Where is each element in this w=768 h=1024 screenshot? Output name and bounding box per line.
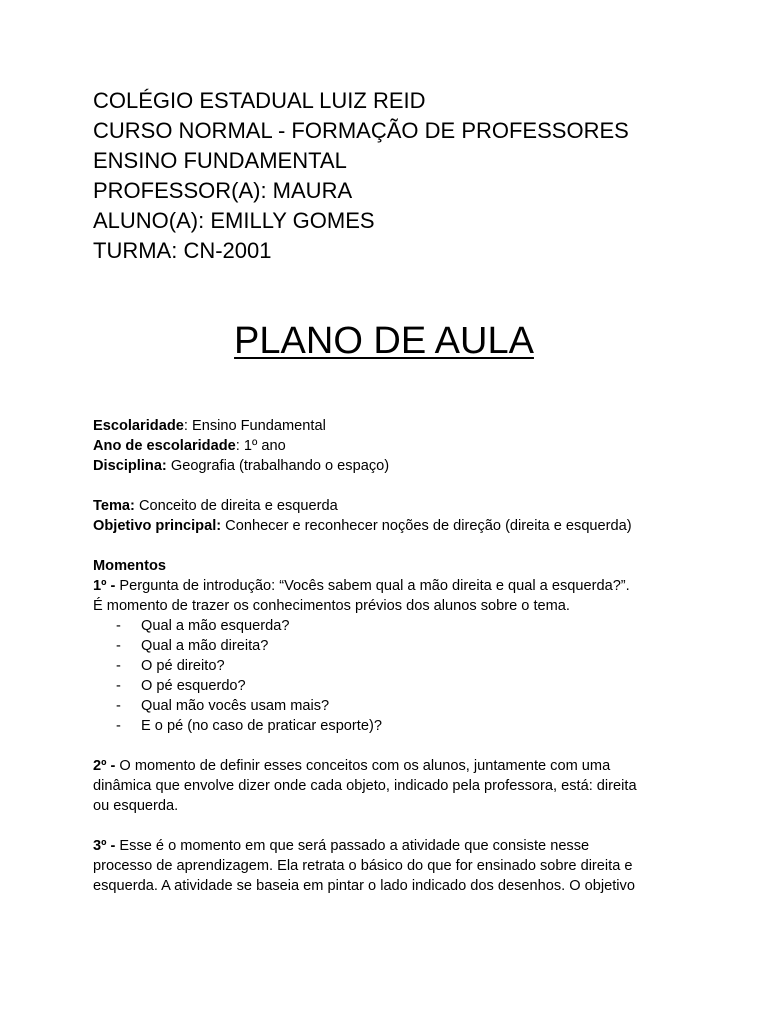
info-ano-label: Ano de escolaridade [93,438,236,454]
list-item-text: Qual mão vocês usam mais? [141,698,330,714]
moment-1-line-1 [93,576,678,596]
bullet-dash: - [116,618,121,634]
list-item-text: Qual a mão direita? [141,638,269,654]
moment-2-text: O momento de definir esses conceitos com os alunos, juntamente com uma [115,758,611,774]
bullet-dash: - [116,718,121,734]
info-objetivo-value: Conhecer e reconhecer noções de direção (direita e esquerda) [221,518,632,534]
list-item-text: O pé direito? [141,658,225,674]
list-item-text: Qual a mão esquerda? [141,618,290,634]
info-tema [93,496,678,516]
info-tema-value: Conceito de direita e esquerda [134,498,338,514]
momentos-heading-text: Momentos [93,558,166,574]
list-item [93,616,678,636]
school-header [93,86,733,266]
info-escolaridade-value: : Ensino Fundamental [183,418,326,434]
moment-1-label: 1º - [93,578,116,594]
list-item [93,656,678,676]
school-name: COLÉGIO ESTADUAL LUIZ REID [93,88,426,113]
info-disciplina-label: Disciplina: [93,458,167,474]
moment-3-line-2: processo de aprendizagem. Ela retrata o básico do que for ensinado sobre direita e [93,858,633,874]
spacer [93,476,678,496]
list-item [93,636,678,656]
list-item-text: E o pé (no caso de praticar esporte)? [141,718,382,734]
student-name: ALUNO(A): EMILLY GOMES [93,208,375,233]
moment-3-line-3: esquerda. A atividade se baseia em pintar o lado indicado dos desenhos. O objetivo [93,878,635,894]
bullet-dash: - [116,658,121,674]
page-title-text: PLANO DE AULA [234,320,534,362]
moment-3-text: Esse é o momento em que será passado a atividade que consiste nesse [115,838,590,854]
class-name: TURMA: CN-2001 [93,238,272,263]
moment-3-label: 3º - [93,838,116,854]
moment-2-label: 2º - [93,758,116,774]
info-disciplina-value: Geografia (trabalhando o espaço) [166,458,390,474]
info-tema-label: Tema: [93,498,135,514]
list-item [93,696,678,716]
list-item-text: O pé esquerdo? [141,678,246,694]
moment-3-line-1 [93,836,678,856]
lesson-plan-body [93,416,678,896]
info-ano [93,436,678,456]
list-item [93,716,678,736]
bullet-dash: - [116,678,121,694]
list-item [93,676,678,696]
info-disciplina [93,456,678,476]
info-escolaridade [93,416,678,436]
spacer [93,816,678,836]
info-escolaridade-label: Escolaridade [93,418,184,434]
page-title [0,318,768,364]
moment-1-line-2: É momento de trazer os conhecimentos prévios dos alunos sobre o tema. [93,598,570,614]
info-objetivo-label: Objetivo principal: [93,518,222,534]
spacer [93,536,678,556]
spacer [93,736,678,756]
info-ano-value: : 1º ano [235,438,286,454]
info-objetivo [93,516,678,536]
moment-2-line-1 [93,756,678,776]
level-name: ENSINO FUNDAMENTAL [93,148,347,173]
momentos-heading [93,556,678,576]
course-name: CURSO NORMAL - FORMAÇÃO DE PROFESSORES [93,118,629,143]
moment-2-line-2: dinâmica que envolve dizer onde cada objeto, indicado pela professora, está: direita [93,778,637,794]
teacher-name: PROFESSOR(A): MAURA [93,178,353,203]
bullet-dash: - [116,638,121,654]
bullet-dash: - [116,698,121,714]
moment-2-line-3: ou esquerda. [93,798,179,814]
moment-1-text: Pergunta de introdução: “Vocês sabem qual a mão direita e qual a esquerda?”. [115,578,630,594]
